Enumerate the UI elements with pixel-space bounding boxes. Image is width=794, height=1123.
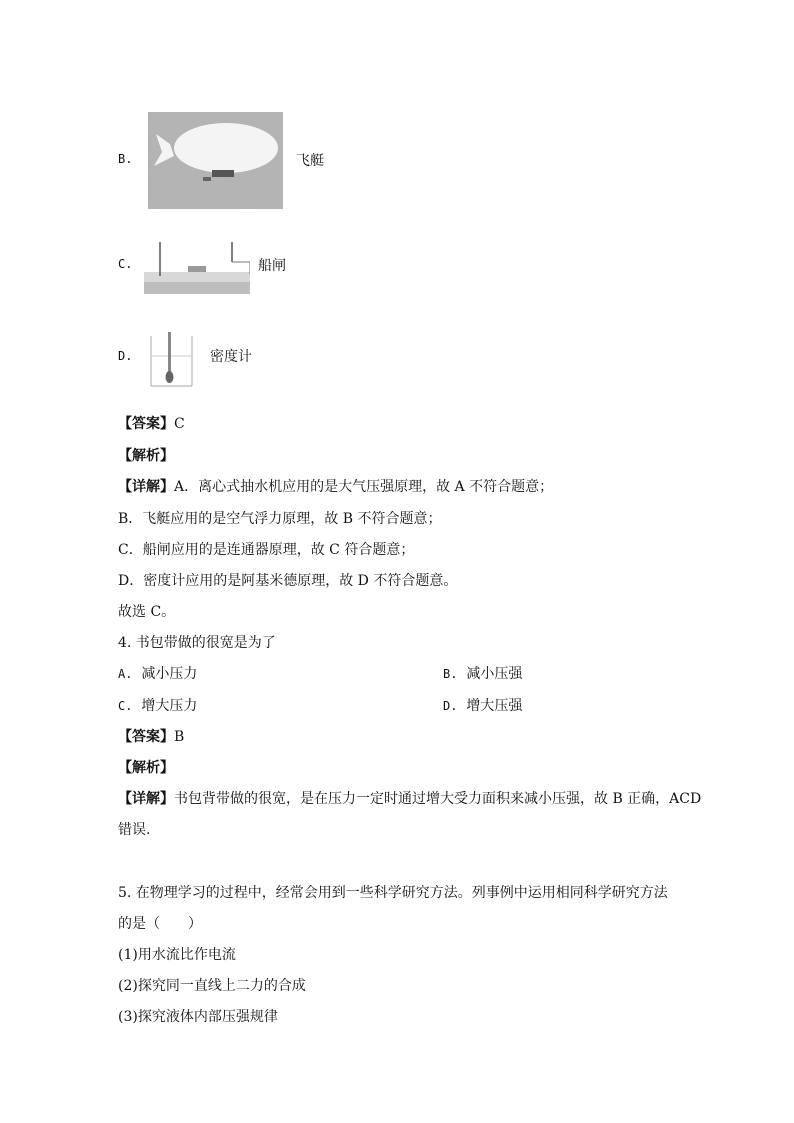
choice-text: 减小压强 bbox=[466, 666, 523, 682]
question-stem: 4. 书包带做的很宽是为了 bbox=[118, 635, 276, 651]
question-stem: 5. 在物理学习的过程中，经常会用到一些科学研究方法。列事例中运用相同科学研究方法 bbox=[118, 885, 668, 901]
list-item: (2)探究同一直线上二力的合成 bbox=[118, 978, 306, 994]
analysis-tag: 【解析】 bbox=[118, 448, 174, 464]
detail-line bbox=[118, 789, 701, 809]
choice-text: 减小压力 bbox=[141, 666, 198, 682]
option-d bbox=[118, 330, 338, 390]
option-letter: B. bbox=[118, 152, 133, 166]
choice-letter: C. bbox=[118, 699, 133, 713]
answer-tag: 【答案】 bbox=[118, 729, 174, 745]
detail-tag: 【详解】 bbox=[118, 791, 174, 807]
choice-c bbox=[118, 696, 197, 716]
detail-line: D．密度计应用的是阿基米德原理，故 D 不符合题意。 bbox=[118, 573, 458, 589]
analysis-tag: 【解析】 bbox=[118, 760, 174, 776]
list-item: (1)用水流比作电流 bbox=[118, 947, 236, 963]
option-letter: D. bbox=[118, 349, 133, 363]
answer-line bbox=[118, 414, 185, 434]
choice-letter: B. bbox=[443, 667, 458, 681]
option-label: 密度计 bbox=[210, 349, 252, 365]
choice-b bbox=[443, 664, 522, 684]
answer-value: C bbox=[174, 416, 185, 432]
choice-letter: A. bbox=[118, 667, 133, 681]
airship-image bbox=[148, 112, 283, 209]
detail-line: 错误. bbox=[118, 822, 151, 838]
detail-text: A．离心式抽水机应用的是大气压强原理，故 A 不符合题意； bbox=[174, 479, 554, 495]
answer-tag: 【答案】 bbox=[118, 416, 174, 432]
conclusion-line: 故选 C。 bbox=[118, 604, 176, 620]
option-b bbox=[118, 112, 338, 210]
choice-a bbox=[118, 664, 197, 684]
detail-line bbox=[118, 477, 553, 497]
option-letter: C. bbox=[118, 257, 133, 271]
detail-text: 书包背带做的很宽，是在压力一定时通过增大受力面积来减小压强，故 B 正确，ACD bbox=[174, 791, 702, 807]
list-item: (3)探究液体内部压强规律 bbox=[118, 1009, 278, 1025]
detail-tag: 【详解】 bbox=[118, 479, 174, 495]
question-stem-cont: 的是（ ） bbox=[118, 916, 202, 932]
detail-line: C．船闸应用的是连通器原理，故 C 符合题意； bbox=[118, 542, 415, 558]
ship-lock-image bbox=[144, 240, 250, 294]
option-label: 船闸 bbox=[258, 258, 286, 274]
hydrometer-image bbox=[148, 330, 196, 390]
choice-d bbox=[443, 696, 522, 716]
choice-text: 增大压强 bbox=[466, 698, 523, 714]
choice-letter: D. bbox=[443, 699, 458, 713]
choice-text: 增大压力 bbox=[141, 698, 198, 714]
detail-line: B．飞艇应用的是空气浮力原理，故 B 不符合题意； bbox=[118, 511, 442, 527]
option-c bbox=[118, 240, 338, 296]
answer-value: B bbox=[174, 729, 185, 745]
option-label: 飞艇 bbox=[296, 153, 324, 169]
answer-line bbox=[118, 727, 184, 747]
